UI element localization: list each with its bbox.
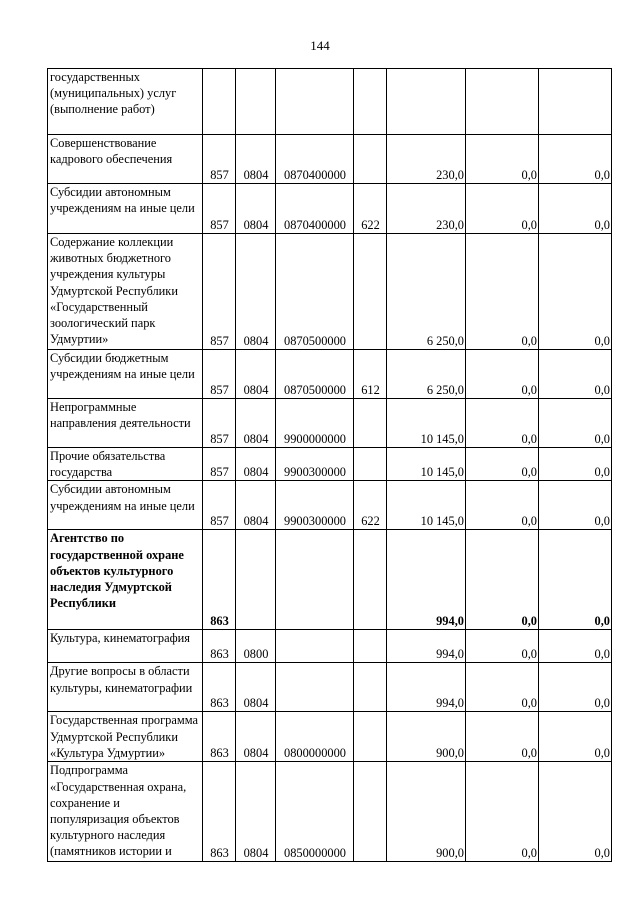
target-article-code: 0870500000 xyxy=(276,350,354,399)
amount-1: 900,0 xyxy=(387,712,466,762)
target-article-code: 0850000000 xyxy=(276,762,354,862)
amount-3: 0,0 xyxy=(539,530,612,630)
expense-type-code xyxy=(354,399,387,448)
amount-3: 0,0 xyxy=(539,184,612,234)
amount-1: 230,0 xyxy=(387,184,466,234)
section-code: 0804 xyxy=(236,448,276,481)
amount-2: 0,0 xyxy=(466,663,539,712)
row-name: государственных (муниципальных) услуг (выполнение работ) xyxy=(48,69,203,135)
section-code: 0804 xyxy=(236,399,276,448)
amount-2 xyxy=(466,69,539,135)
target-article-code xyxy=(276,663,354,712)
ved-code: 863 xyxy=(203,762,236,862)
amount-3: 0,0 xyxy=(539,663,612,712)
amount-3: 0,0 xyxy=(539,350,612,399)
amount-1: 230,0 xyxy=(387,135,466,184)
target-article-code: 0870400000 xyxy=(276,184,354,234)
target-article-code: 0870400000 xyxy=(276,135,354,184)
expense-type-code xyxy=(354,135,387,184)
budget-table xyxy=(47,68,612,862)
section-code: 0804 xyxy=(236,762,276,862)
target-article-code: 9900300000 xyxy=(276,481,354,530)
section-code: 0804 xyxy=(236,350,276,399)
section-code: 0804 xyxy=(236,234,276,350)
ved-code: 863 xyxy=(203,630,236,663)
amount-1: 994,0 xyxy=(387,663,466,712)
amount-2: 0,0 xyxy=(466,712,539,762)
section-code: 0804 xyxy=(236,663,276,712)
section-code: 0804 xyxy=(236,712,276,762)
amount-1: 10 145,0 xyxy=(387,481,466,530)
ved-code: 857 xyxy=(203,399,236,448)
table-row xyxy=(48,530,612,630)
amount-3: 0,0 xyxy=(539,481,612,530)
amount-2: 0,0 xyxy=(466,399,539,448)
amount-2: 0,0 xyxy=(466,530,539,630)
amount-3: 0,0 xyxy=(539,135,612,184)
expense-type-code xyxy=(354,630,387,663)
amount-2: 0,0 xyxy=(466,184,539,234)
ved-code: 863 xyxy=(203,663,236,712)
amount-1: 994,0 xyxy=(387,530,466,630)
amount-2: 0,0 xyxy=(466,234,539,350)
section-code: 0804 xyxy=(236,135,276,184)
row-name: Содержание коллекции животных бюджетного учреждения культуры Удмуртской Республики «Государственный зоологический парк Удмуртии» xyxy=(48,234,203,350)
target-article-code: 9900000000 xyxy=(276,399,354,448)
page-number: 144 xyxy=(310,38,330,53)
amount-3: 0,0 xyxy=(539,712,612,762)
target-article-code: 9900300000 xyxy=(276,448,354,481)
amount-2: 0,0 xyxy=(466,762,539,862)
ved-code: 857 xyxy=(203,234,236,350)
table-row xyxy=(48,712,612,762)
amount-1: 10 145,0 xyxy=(387,399,466,448)
table-row xyxy=(48,399,612,448)
target-article-code: 0870500000 xyxy=(276,234,354,350)
amount-3: 0,0 xyxy=(539,448,612,481)
expense-type-code xyxy=(354,530,387,630)
section-code: 0800 xyxy=(236,630,276,663)
amount-3: 0,0 xyxy=(539,399,612,448)
expense-type-code xyxy=(354,712,387,762)
expense-type-code xyxy=(354,448,387,481)
table-row xyxy=(48,630,612,663)
expense-type-code: 622 xyxy=(354,481,387,530)
row-name: Другие вопросы в области культуры, кинематографии xyxy=(48,663,203,712)
expense-type-code: 622 xyxy=(354,184,387,234)
ved-code xyxy=(203,69,236,135)
ved-code: 857 xyxy=(203,448,236,481)
expense-type-code xyxy=(354,663,387,712)
table-row xyxy=(48,234,612,350)
ved-code: 857 xyxy=(203,481,236,530)
row-name: Агентство по государственной охране объектов культурного наследия Удмуртской Республики xyxy=(48,530,203,630)
table-row xyxy=(48,69,612,135)
section-code: 0804 xyxy=(236,481,276,530)
section-code xyxy=(236,530,276,630)
ved-code: 857 xyxy=(203,350,236,399)
amount-3: 0,0 xyxy=(539,762,612,862)
row-name: Подпрограмма «Государственная охрана, сохранение и популяризация объектов культурного наследия (памятников истории и xyxy=(48,762,203,862)
section-code: 0804 xyxy=(236,184,276,234)
row-name: Субсидии бюджетным учреждениям на иные цели xyxy=(48,350,203,399)
target-article-code xyxy=(276,69,354,135)
table-row xyxy=(48,350,612,399)
amount-2: 0,0 xyxy=(466,481,539,530)
table-row xyxy=(48,481,612,530)
amount-1 xyxy=(387,69,466,135)
ved-code: 857 xyxy=(203,135,236,184)
expense-type-code: 612 xyxy=(354,350,387,399)
target-article-code xyxy=(276,530,354,630)
target-article-code xyxy=(276,630,354,663)
table-row xyxy=(48,448,612,481)
amount-3: 0,0 xyxy=(539,234,612,350)
expense-type-code xyxy=(354,69,387,135)
amount-3 xyxy=(539,69,612,135)
amount-1: 10 145,0 xyxy=(387,448,466,481)
row-name: Совершенствование кадрового обеспечения xyxy=(48,135,203,184)
amount-2: 0,0 xyxy=(466,135,539,184)
row-name: Субсидии автономным учреждениям на иные цели xyxy=(48,184,203,234)
expense-type-code xyxy=(354,234,387,350)
row-name: Прочие обязательства государства xyxy=(48,448,203,481)
ved-code: 863 xyxy=(203,530,236,630)
section-code xyxy=(236,69,276,135)
amount-1: 900,0 xyxy=(387,762,466,862)
table-row xyxy=(48,762,612,862)
amount-2: 0,0 xyxy=(466,630,539,663)
amount-1: 994,0 xyxy=(387,630,466,663)
ved-code: 863 xyxy=(203,712,236,762)
table-row xyxy=(48,184,612,234)
row-name: Субсидии автономным учреждениям на иные цели xyxy=(48,481,203,530)
row-name: Культура, кинематография xyxy=(48,630,203,663)
table-row xyxy=(48,663,612,712)
expense-type-code xyxy=(354,762,387,862)
amount-2: 0,0 xyxy=(466,448,539,481)
amount-1: 6 250,0 xyxy=(387,234,466,350)
row-name: Непрограммные направления деятельности xyxy=(48,399,203,448)
target-article-code: 0800000000 xyxy=(276,712,354,762)
amount-1: 6 250,0 xyxy=(387,350,466,399)
amount-3: 0,0 xyxy=(539,630,612,663)
amount-2: 0,0 xyxy=(466,350,539,399)
table-row xyxy=(48,135,612,184)
row-name: Государственная программа Удмуртской Республики «Культура Удмуртии» xyxy=(48,712,203,762)
ved-code: 857 xyxy=(203,184,236,234)
